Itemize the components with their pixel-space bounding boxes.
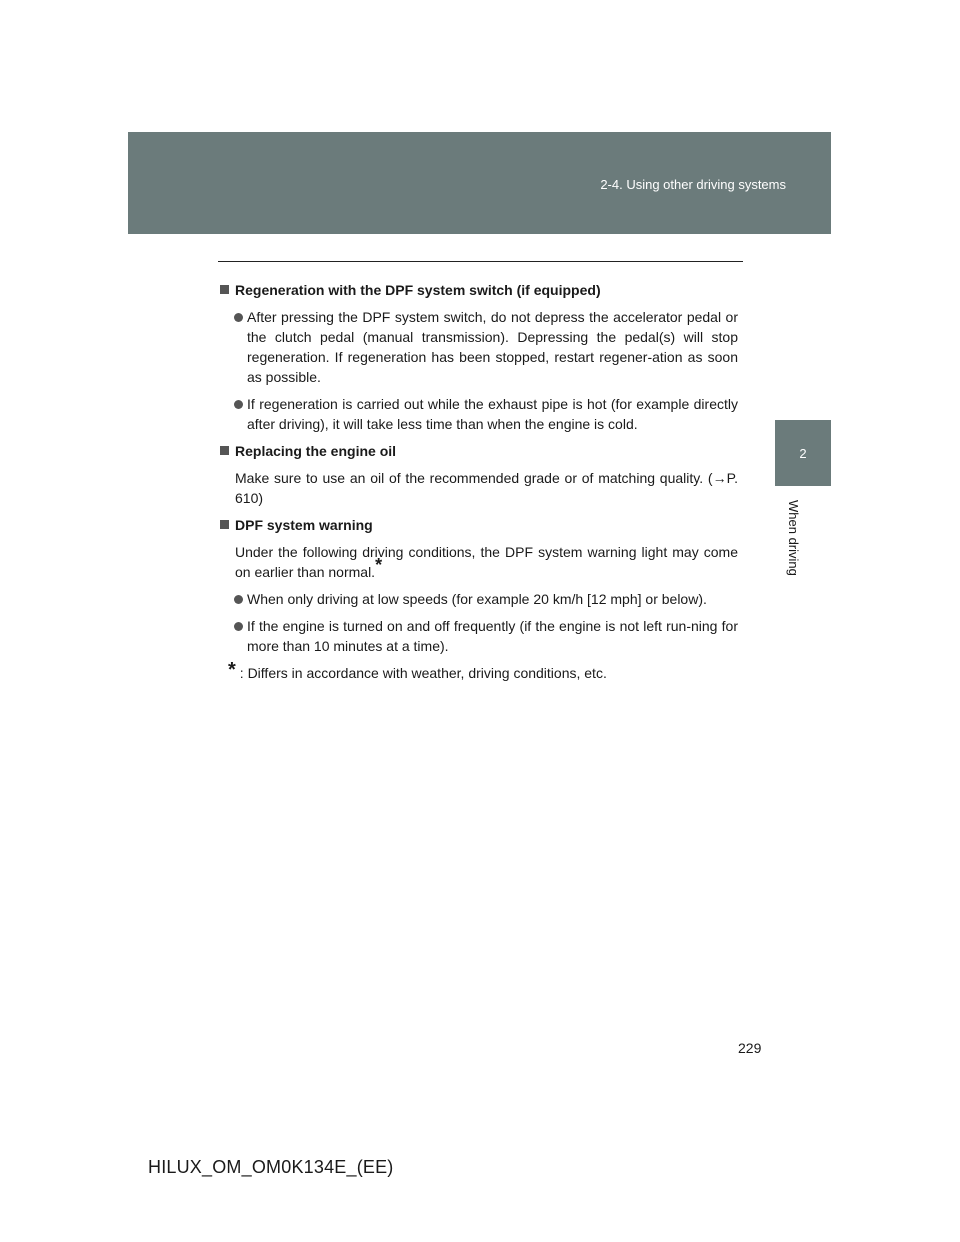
section-heading — [220, 441, 738, 461]
heading-text: Regeneration with the DPF system switch (if equipped) — [235, 282, 601, 298]
chapter-tab — [775, 420, 831, 486]
heading-text: DPF system warning — [235, 517, 373, 533]
document-code: HILUX_OM_OM0K134E_(EE) — [148, 1157, 394, 1177]
page-content — [220, 280, 738, 683]
paragraph — [235, 468, 738, 508]
header-band — [128, 132, 831, 234]
heading-text: Replacing the engine oil — [235, 443, 397, 459]
list-item — [234, 394, 738, 434]
paragraph — [235, 542, 738, 582]
footnote-reference: * — [375, 555, 383, 575]
list-item-text: If the engine is turned on and off frequently (if the engine is not left run-ning for more than 10 minutes at a time). — [247, 618, 738, 654]
section-heading — [220, 280, 738, 300]
square-bullet-icon — [220, 446, 229, 455]
round-bullet-icon — [234, 616, 247, 656]
paragraph-text: Make sure to use an oil of the recommended grade or of matching quality. (→P. 610) — [235, 470, 738, 506]
square-bullet-icon — [220, 520, 229, 529]
section-title: 2-4. Using other driving systems — [600, 177, 786, 192]
paragraph-text: Under the following driving conditions, the DPF system warning light may come on earlier than normal. — [235, 544, 738, 580]
list-item-text: After pressing the DPF system switch, do not depress the accelerator pedal or the clutch pedal (manual transmission). Depressing the pedal(s) will stop regeneration. If regeneration has been stopped, restart regener-ation as soon as possible. — [247, 309, 738, 385]
section-divider — [218, 261, 743, 262]
footnote — [228, 659, 738, 683]
chapter-number: 2 — [799, 446, 807, 461]
section-heading — [220, 515, 738, 535]
list-item — [234, 616, 738, 656]
page-number: 229 — [738, 1040, 762, 1056]
list-item-text: When only driving at low speeds (for example 20 km/h [12 mph] or below). — [247, 591, 707, 607]
list-item — [234, 589, 738, 609]
chapter-label: When driving — [786, 500, 801, 576]
list-item — [234, 307, 738, 387]
footnote-text: : Differs in accordance with weather, driving conditions, etc. — [239, 665, 607, 681]
round-bullet-icon — [234, 394, 247, 434]
round-bullet-icon — [234, 589, 247, 609]
round-bullet-icon — [234, 307, 247, 387]
list-item-text: If regeneration is carried out while the exhaust pipe is hot (for example directly after driving), it will take less time than when the engine is cold. — [247, 396, 738, 432]
square-bullet-icon — [220, 285, 229, 294]
footnote-mark: * — [228, 659, 236, 681]
